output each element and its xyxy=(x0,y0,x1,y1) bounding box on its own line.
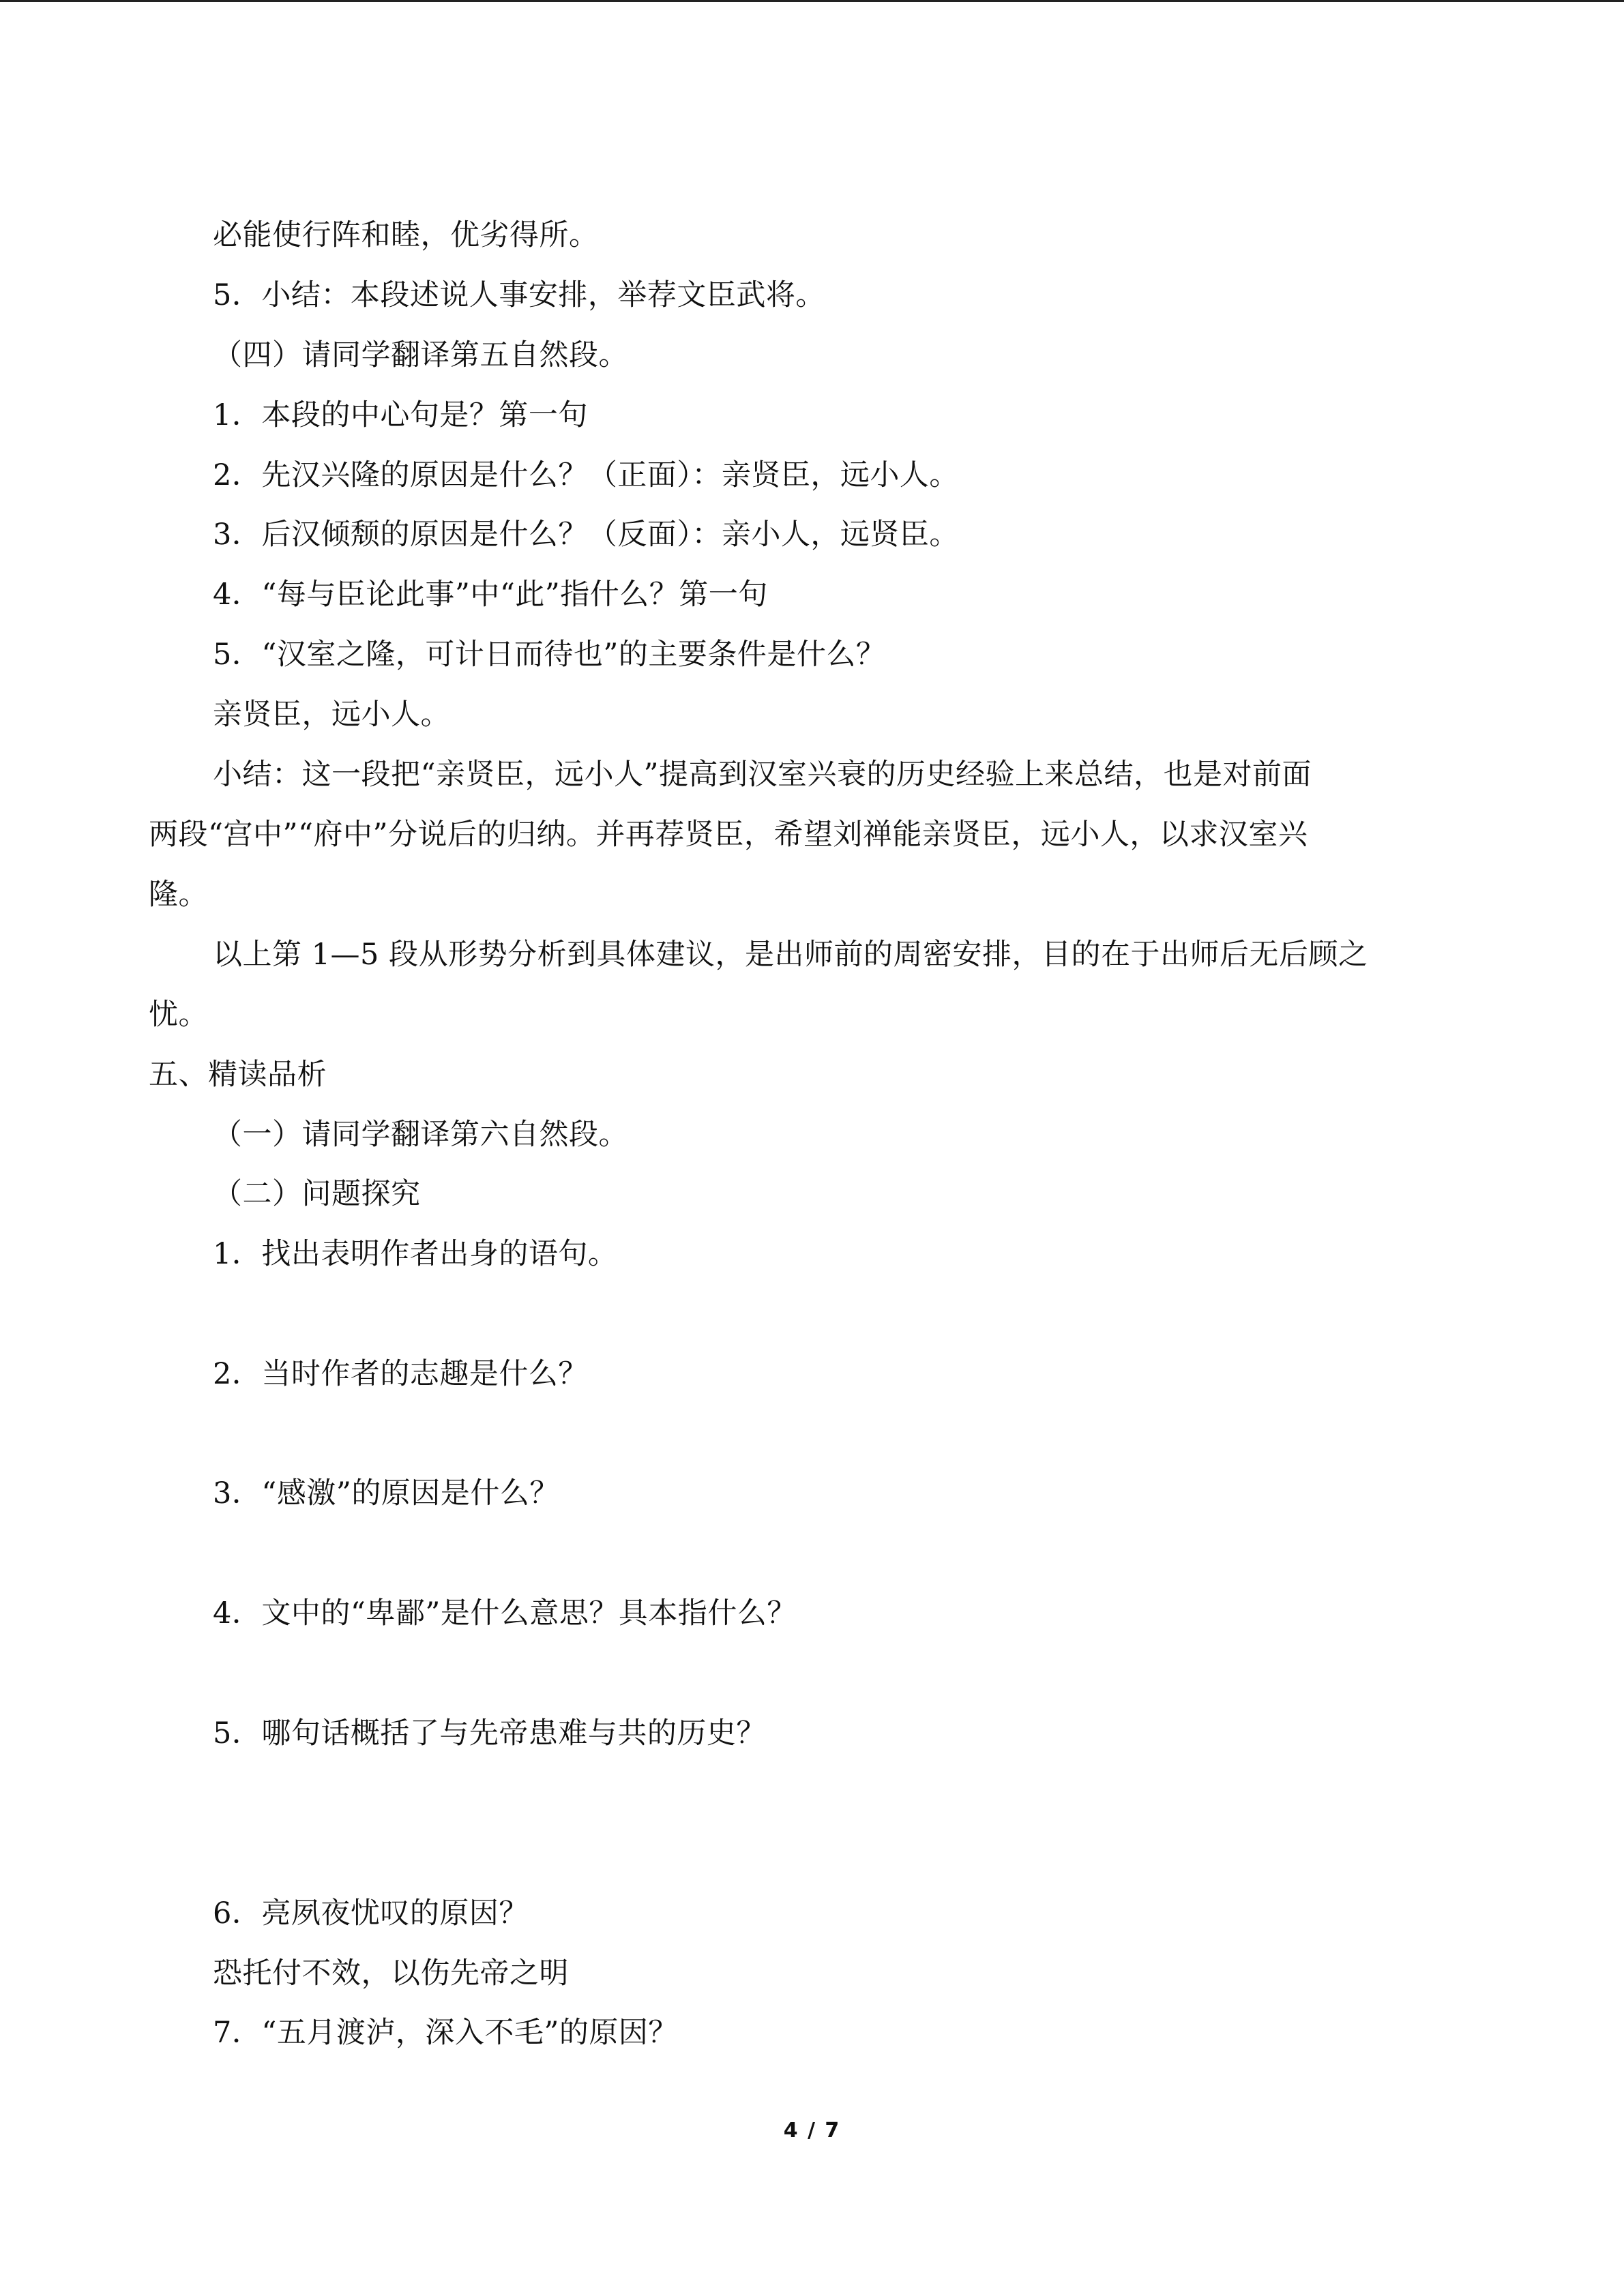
text-line: 2．先汉兴隆的原因是什么？（正面）：亲贤臣，远小人。 xyxy=(213,458,959,492)
text-line: 必能使行阵和睦，优劣得所。 xyxy=(213,218,599,252)
text-line: 两段“宫中”“府中”分说后的归纳。并再荐贤臣，希望刘禅能亲贤臣，远小人，以求汉室兴 xyxy=(149,818,1308,852)
text-line: 3．后汉倾颓的原因是什么？（反面）：亲小人，远贤臣。 xyxy=(213,518,959,552)
page-number: 4 / 7 xyxy=(783,2119,841,2143)
section-heading: 五、精读品析 xyxy=(149,1058,327,1092)
text-line: 以上第 1—5 段从形势分析到具体建议，是出师前的周密安排，目的在于出师后无后顾之 xyxy=(213,938,1368,972)
text-line: （一）请同学翻译第六自然段。 xyxy=(213,1118,628,1152)
text-line: （二）问题探究 xyxy=(213,1177,421,1211)
text-line: 忧。 xyxy=(149,998,208,1032)
text-line: 5．“汉室之隆，可计日而待也”的主要条件是什么？ xyxy=(213,638,886,672)
text-line: （四）请同学翻译第五自然段。 xyxy=(213,338,628,372)
question-line: 2．当时作者的志趣是什么？ xyxy=(213,1357,588,1391)
text-line: 小结：这一段把“亲贤臣，远小人”提高到汉室兴衰的历史经验上来总结，也是对前面 xyxy=(213,758,1312,792)
text-line: 隆。 xyxy=(149,878,208,912)
question-line: 6．亮夙夜忧叹的原因？ xyxy=(213,1896,529,1930)
text-line: 1．本段的中心句是？第一句 xyxy=(213,398,588,432)
question-line: 4．文中的“卑鄙”是什么意思？具本指什么？ xyxy=(213,1596,797,1630)
question-line: 7．“五月渡泸，深入不毛”的原因？ xyxy=(213,2016,678,2050)
text-line: 5．小结：本段述说人事安排，举荐文臣武将。 xyxy=(213,278,825,312)
question-line: 1．找出表明作者出身的语句。 xyxy=(213,1237,618,1271)
question-line: 3．“感激”的原因是什么？ xyxy=(213,1476,559,1510)
text-line: 亲贤臣，远小人。 xyxy=(213,698,450,732)
question-line: 5．哪句话概括了与先帝患难与共的历史？ xyxy=(213,1716,766,1750)
answer-line: 恐托付不效，以伤先帝之明 xyxy=(213,1956,569,1991)
text-line: 4．“每与臣论此事”中“此”指什么？第一句 xyxy=(213,578,768,612)
